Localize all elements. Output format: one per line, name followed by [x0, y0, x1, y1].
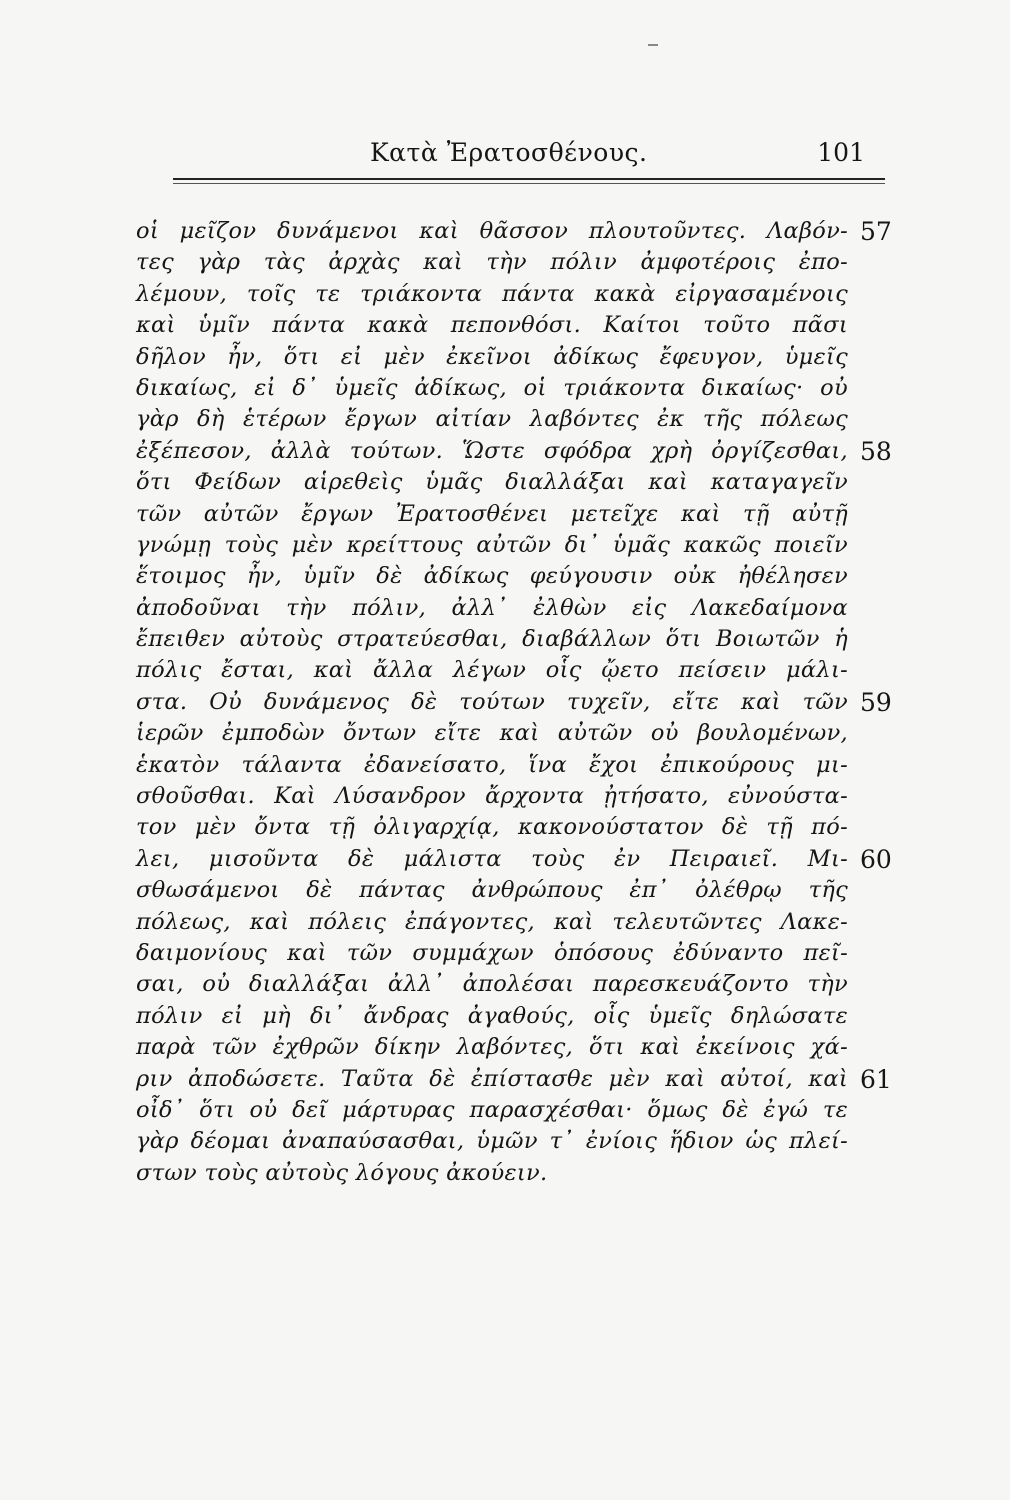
text-line: ἕτοιμος ἦν, ὑμῖν δὲ ἀδίκως φεύγουσιν οὐκ ἠθέλησεν	[136, 563, 848, 590]
text-line: γὰρ δὴ ἑτέρων ἔργων αἰτίαν λαβόντες ἐκ τῆς πόλεως	[136, 406, 848, 433]
text-line: οἶδ᾽ ὅτι οὐ δεῖ μάρτυρας παρασχέσθαι· ὅμως δὲ ἐγώ τε	[136, 1096, 848, 1123]
header-rule-thin	[173, 183, 885, 184]
text-line: ριν ἀποδώσετε. Ταῦτα δὲ ἐπίστασθε μὲν καὶ αὐτοί, καὶ	[136, 1065, 848, 1092]
section-number: 59	[860, 688, 892, 717]
text-line: σαι, οὐ διαλλάξαι ἀλλ᾽ ἀπολέσαι παρεσκευάζοντο τὴν	[136, 971, 848, 998]
text-line: ἀποδοῦναι τὴν πόλιν, ἀλλ᾽ ἐλθὼν εἰς Λακεδαίμονα	[136, 594, 848, 621]
running-head	[175, 138, 875, 178]
text-line: πόλις ἔσται, καὶ ἄλλα λέγων οἷς ᾤετο πείσειν μάλι-	[136, 657, 848, 684]
text-line: πόλιν εἰ μὴ δι᾽ ἄνδρας ἀγαθούς, οἷς ὑμεῖς δηλώσατε	[136, 1002, 848, 1029]
text-line: στων τοὺς αὐτοὺς λόγους ἀκούειν.	[136, 1159, 548, 1186]
text-line: δαιμονίους καὶ τῶν συμμάχων ὁπόσους ἐδύναντο πεῖ-	[136, 939, 848, 966]
print-speck	[648, 44, 658, 46]
text-line: γὰρ δέομαι ἀναπαύσασθαι, ὑμῶν τ᾽ ἐνίοις ἥδιον ὡς πλεί-	[136, 1128, 848, 1155]
text-line: στα. Οὐ δυνάμενος δὲ τούτων τυχεῖν, εἴτε καὶ τῶν	[136, 688, 848, 715]
text-line: λει, μισοῦντα δὲ μάλιστα τοὺς ἐν Πειραιεῖ. Μι-	[136, 845, 848, 872]
text-line: καὶ ὑμῖν πάντα κακὰ πεπονθόσι. Καίτοι τοῦτο πᾶσι	[136, 312, 848, 339]
text-line: γνώμῃ τοὺς μὲν κρείττους αὐτῶν δι᾽ ὑμᾶς κακῶς ποιεῖν	[136, 531, 848, 558]
text-line: ἱερῶν ἐμποδὼν ὄντων εἴτε καὶ αὐτῶν οὐ βουλομένων,	[136, 720, 848, 747]
text-line: παρὰ τῶν ἐχθρῶν δίκην λαβόντες, ὅτι καὶ ἐκείνοις χά-	[136, 1034, 848, 1061]
text-line: τες γὰρ τὰς ἀρχὰς καὶ τὴν πόλιν ἀμφοτέροις ἐπο-	[136, 249, 848, 276]
section-number: 61	[860, 1064, 892, 1094]
text-line: δικαίως, εἰ δ᾽ ὑμεῖς ἀδίκως, οἱ τριάκοντα δικαίως· οὐ	[136, 374, 848, 401]
text-line: ἐξέπεσον, ἀλλὰ τούτων. Ὥστε σφόδρα χρὴ ὀργίζεσθαι,	[136, 437, 848, 464]
text-line: σθοῦσθαι. Καὶ Λύσανδρον ἄρχοντα ᾐτήσατο, εὐνούστα-	[136, 783, 848, 810]
text-line: ἑκατὸν τάλαντα ἐδανείσατο, ἵνα ἔχοι ἐπικούρους μι-	[136, 751, 848, 778]
header-rule	[173, 178, 885, 180]
body-text	[136, 216, 848, 1189]
text-line: σθωσάμενοι δὲ πάντας ἀνθρώπους ἐπ᾽ ὀλέθρῳ τῆς	[136, 877, 848, 904]
text-line: τον μὲν ὄντα τῇ ὀλιγαρχίᾳ, κακονούστατον δὲ τῇ πό-	[136, 814, 848, 841]
text-line: οἱ μεῖζον δυνάμενοι καὶ θᾶσσον πλουτοῦντες. Λαβόν-	[136, 218, 848, 244]
text-line: ἔπειθεν αὐτοὺς στρατεύεσθαι, διαβάλλων ὅτι Βοιωτῶν ἡ	[136, 626, 848, 653]
page-number: 101	[817, 138, 865, 167]
text-line: δῆλον ἦν, ὅτι εἰ μὲν ἐκεῖνοι ἀδίκως ἔφευγον, ὑμεῖς	[136, 343, 848, 370]
text-line: τῶν αὐτῶν ἔργων Ἐρατοσθένει μετεῖχε καὶ τῇ αὐτῇ	[136, 500, 848, 527]
section-number: 58	[860, 436, 892, 466]
text-line: πόλεως, καὶ πόλεις ἐπάγοντες, καὶ τελευτῶντες Λακε-	[136, 908, 848, 935]
running-title: Κατὰ Ἐρατοσθένους.	[370, 138, 648, 167]
section-number: 57	[860, 217, 892, 246]
text-line: λέμουν, τοῖς τε τριάκοντα πάντα κακὰ εἰργασαμένοις	[136, 280, 848, 307]
text-line: ὅτι Φείδων αἱρεθεὶς ὑμᾶς διαλλάξαι καὶ καταγαγεῖν	[136, 469, 848, 496]
section-number: 60	[860, 845, 892, 874]
